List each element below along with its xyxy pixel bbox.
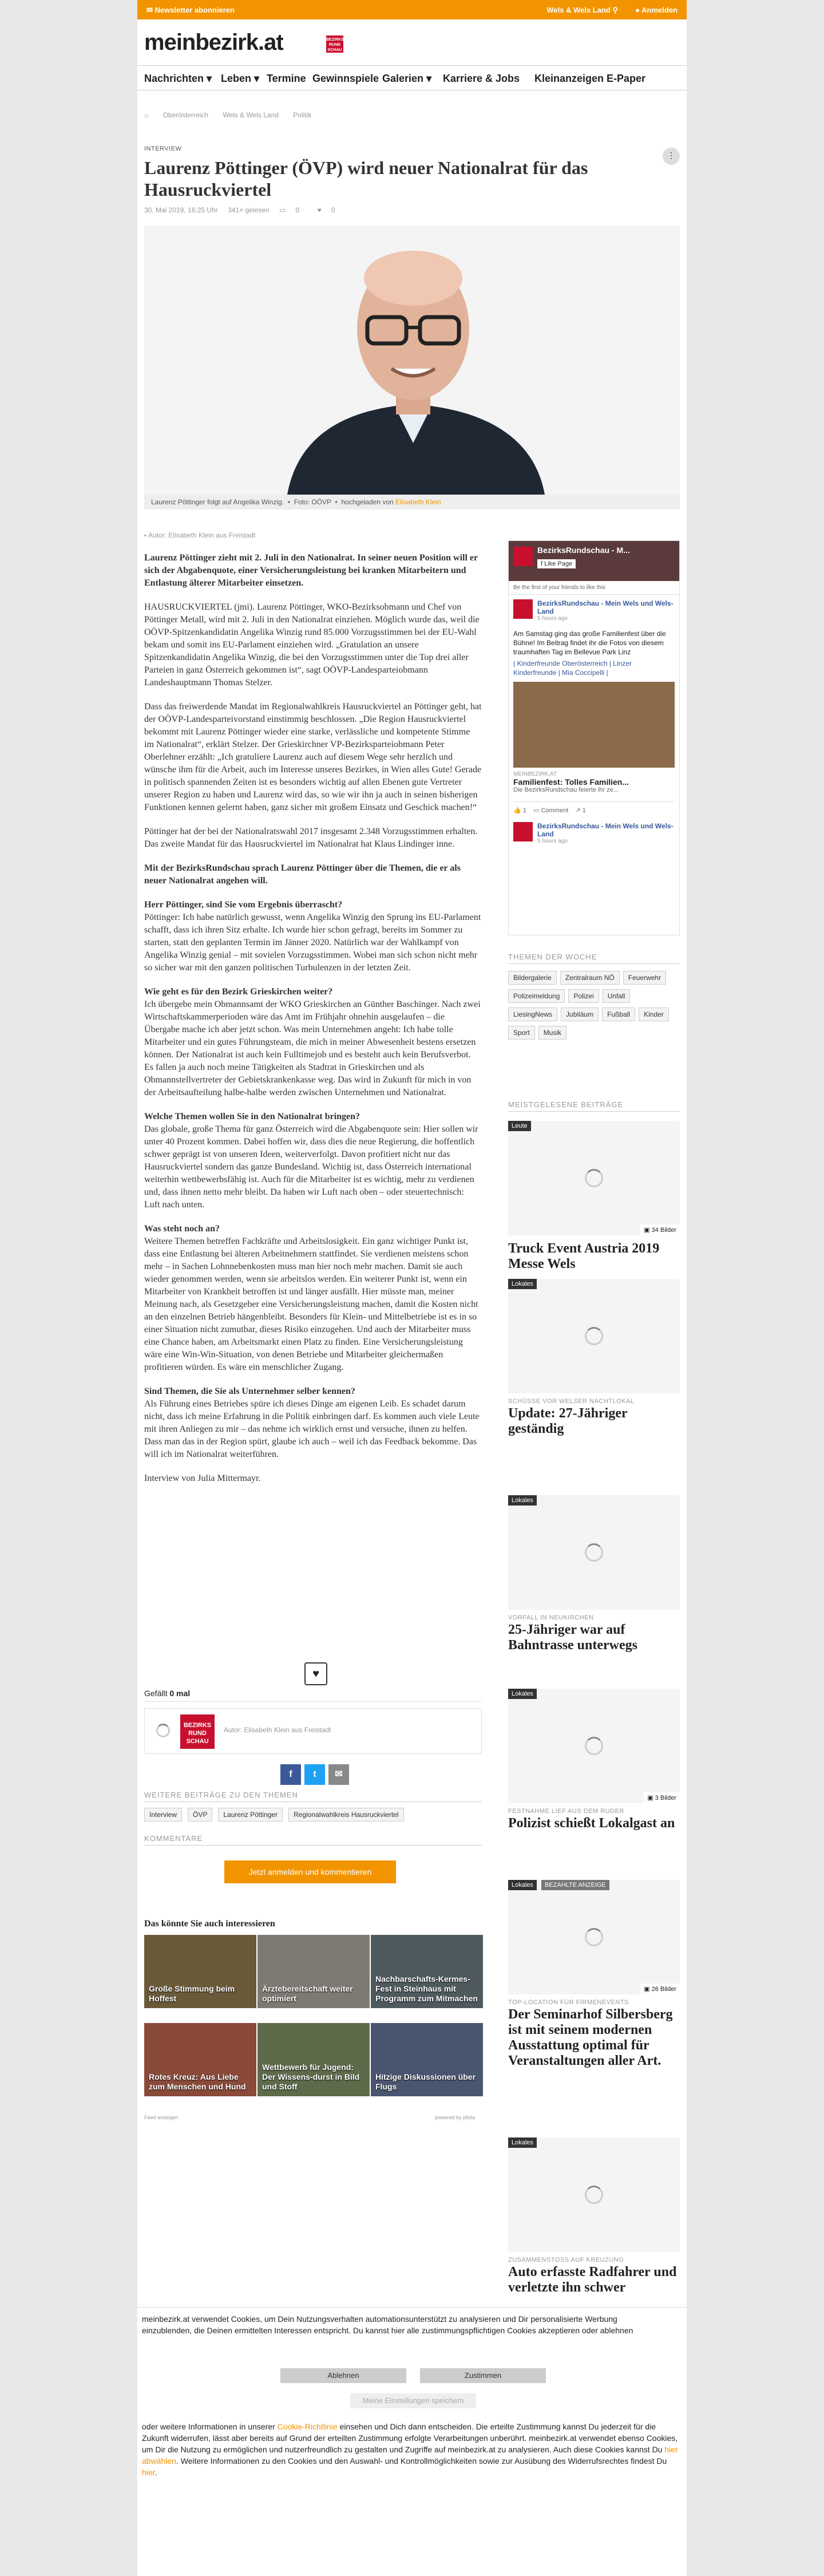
card-overline: ZUSAMMENSTOSS AUF KREUZUNG: [508, 2257, 624, 2263]
camera-icon: ▣: [644, 1986, 650, 1993]
topic-tag[interactable]: Kinder: [639, 1008, 669, 1021]
related-topics: [144, 1791, 482, 1826]
spinner-icon: [585, 2186, 603, 2204]
chevron-down-icon: ▾: [426, 73, 432, 84]
comment-count-value: 0: [295, 206, 300, 214]
fb-post2-author: [513, 822, 675, 847]
author-name[interactable]: Autor: Elisabeth Klein aus Freistadt: [224, 1726, 331, 1734]
nav-label: Termine: [267, 73, 306, 84]
paragraph: HAUSRUCKVIERTEL (jmi). Laurenz Pöttinger, WKO-Bezirksobmann und Chef von Pöttinger Metall, wird mit 2. Juli in den Nationalrat einziehen. Möglich wurde das, weil die OÖVP-Spitzenkandidatin Angelika Winzig rund 85.000 Vorzugsstimmen bei der EU-Wahl bekam und somit ins EU-Parlament einziehen wird. „Gratulation an unsere Spitzenkandidatin Angelika Winzig, die bei den Vorzugsstimmen unter die Top drei aller Parteien in ganz Österreich gekommen ist“, sagt OÖVP-Landesparteiobmann Landeshauptmann Thomas Stelzer.: [144, 602, 480, 688]
cookie-details-text: einsehen und Dich dann entscheiden. Die erteilte Zustimmung kannst Du jederzeit für die Zukunft widerrufen, lässt aber bereits auf Grund der erteilten Zustimmung erfolgte Verarbeitungen unberührt. meinbezirk.at verwendet ebenso Cookies, um Dir die Nutzung zu ermöglichen und nutzerfreundlich zu gestalten und Zugriffe auf meinbezirk.at zu analysieren. Auch diese Cookies kannst Du: [142, 2422, 678, 2454]
fb-post-links[interactable]: | Kinderfreunde Oberösterreich | Linzer Kinderfreunde | Mia Coccipelli |: [513, 659, 632, 677]
card-image: [508, 1880, 680, 1994]
paragraph: Mit der BezirksRundschau sprach Laurenz Pöttinger über die Themen, die er als neuer Nationalrat angehen will.: [144, 863, 461, 886]
themen-heading: THEMEN DER WOCHE: [508, 953, 680, 964]
card-overline: VORFALL IN NEUKIRCHEN: [508, 1614, 594, 1621]
question: Wie geht es für den Bezirk Grieskirchen weiter?: [144, 987, 333, 997]
card-image: [508, 1121, 680, 1235]
image-caption: Laurenz Pöttinger folgt auf Angelika Winzig. • Foto: OÖVP • hochgeladen von Elisabeth Klein: [144, 495, 680, 509]
decline-button[interactable]: Ablehnen: [280, 2368, 406, 2383]
topic-tag[interactable]: Regionalwahlkreis Hausruckviertel: [288, 1808, 403, 1822]
recommendation-title: Ärztebereitschaft weiter optimiert: [262, 1984, 353, 2003]
popular-article-card[interactable]: [508, 1689, 680, 1831]
fb-link-desc: Die BezirksRundschau feierte ihr ze...: [513, 787, 619, 793]
fb-post-name[interactable]: BezirksRundschau - Mein Wels und Wels-Land: [537, 822, 674, 838]
photo-count: [644, 1792, 680, 1803]
category-badge: Lokales: [508, 1279, 537, 1289]
fb-comment-action[interactable]: ▭ Comment: [533, 807, 569, 814]
login-comment-button[interactable]: Jetzt anmelden und kommentieren: [224, 1860, 396, 1883]
article-body: [144, 552, 482, 1496]
breadcrumb: [144, 111, 324, 119]
related-heading: WEITERE BEITRÄGE ZU DEN THEMEN: [144, 1791, 482, 1802]
popular-article-card[interactable]: [508, 1121, 680, 1272]
fb-post-time: 5 hours ago: [537, 838, 568, 844]
fb-avatar: [513, 599, 533, 619]
themen-widget: [508, 953, 680, 1044]
uploaded-label: hochgeladen von: [341, 498, 394, 506]
topic-tag[interactable]: Bildergalerie: [508, 971, 557, 985]
region-label: Wels & Wels Land: [546, 6, 611, 14]
home-icon[interactable]: ⌂: [144, 111, 149, 119]
popular-article-card[interactable]: [508, 2138, 680, 2296]
recommendation-tile[interactable]: [371, 2023, 483, 2096]
category-badge: Leute: [508, 1121, 531, 1131]
fb-share-count: 1: [582, 807, 586, 814]
location-pin-icon: ⚲: [612, 6, 618, 14]
nav-label: Nachrichten: [144, 73, 204, 84]
facebook-widget: [508, 540, 680, 935]
card-overline: TOP-LOCATION FÜR FIRMENEVENTS: [508, 1999, 629, 2006]
popular-article-card[interactable]: [508, 1880, 680, 2069]
card-overline: FESTNAHME LIEF AUS DEM RUDER: [508, 1808, 624, 1815]
likes-label: Gefällt: [144, 1689, 168, 1698]
card-title: Auto erfasste Radfahrer und verletzte ihn schwer: [508, 2265, 677, 2295]
spinner-icon: [585, 1543, 603, 1562]
newsletter-link[interactable]: ✉ Newsletter abonnieren: [146, 6, 235, 14]
topic-tag[interactable]: Zentralraum NÖ: [560, 971, 620, 985]
card-overline: SCHÜSSE VOR WELSER NACHTLOKAL: [508, 1398, 635, 1405]
portrait-image: [144, 226, 680, 495]
camera-icon: ▣: [647, 1795, 653, 1801]
nav-label: Leben: [221, 73, 252, 84]
uploader-link[interactable]: Elisabeth Klein: [395, 498, 441, 506]
answer: Pöttinger: Ich habe natürlich gewusst, wenn Angelika Winzig den Sprung ins EU-Parlament schafft, dass ich ihren Sitz erhalte. Ich wurde hier schon gefragt, bereits im Sommer zu starten, statt den geplanten Termin im Jänner 2020. Natürlich war der Wahlkampf von Angelika Winzig genial – mit sovielen Vorzugsstimmen. Wobei man sich schon nicht mehr so sicher war mit den ganzen politischen Turbulenzen in der letzten Zeit.: [144, 912, 481, 973]
sponsored-badge: BEZAHLTE ANZEIGE: [541, 1880, 609, 1890]
breadcrumb-item[interactable]: Wels & Wels Land: [223, 111, 279, 119]
chevron-down-icon: ▾: [207, 73, 212, 84]
author-logo[interactable]: BEZIRKS RUND SCHAU: [180, 1714, 215, 1749]
likes-summary: [144, 1689, 482, 1702]
feed-link[interactable]: Feed anzeigen: [144, 2115, 179, 2120]
fb-post: [509, 595, 679, 852]
recommendation-title: Wettbewerb für Jugend: Der Wissens-durst in Bild und Stoff: [262, 2063, 360, 2091]
paragraph: Dass das freiwerdende Mandat im Regionalwahlkreis Hausruckviertel an Pöttinger geht, hat der OÖVP-Landesparteivorstand einstimmig beschlossen. „Die Region Hausruckviertel bekommt mit Laurenz Pöttinger wieder eine starke, verlässliche und kompetente Stimme im Nationalrat“, erklärt Stelzer. Der Grieskirchner VP-Bezirksparteiobmann Peter Oberlehner erzählt: „Ich gratuliere Laurenz auch auf diesem Wege sehr herzlich und wünsche ihm für die Arbeit, auch im Interesse unseres Bezirkes, in Wien alles Gute! Gerade in politisch spannenden Zeiten ist es besonders wichtig auf allen Ebenen gute Vertreter unserer Region zu haben und Laurenz wird das, so wie wir ihn ja auch in seinen bisherigen Funktionen kennen gelernt haben, ganz sicher mit großem Einsatz und Geschick machen!“: [144, 702, 482, 812]
spinner-icon: [585, 1928, 603, 1946]
recommendation-tile[interactable]: [144, 2023, 256, 2096]
like-count-value: 0: [331, 206, 335, 214]
fb-link-domain: MEINBEZIRK.AT: [513, 771, 557, 777]
fb-like-page-button[interactable]: [537, 559, 576, 568]
fb-post-image[interactable]: [513, 682, 675, 768]
nav-label: Galerien: [382, 73, 424, 84]
popular-article-card[interactable]: [508, 1495, 680, 1653]
photo-count: [640, 1224, 680, 1235]
fb-actions: [513, 801, 675, 814]
like-heart-button[interactable]: [304, 1662, 327, 1685]
spinner-icon: [585, 1737, 603, 1755]
card-image: [508, 1689, 680, 1803]
fb-like-count: 1: [522, 807, 526, 814]
fb-like-label: Like Page: [544, 560, 573, 567]
recommendation-tile[interactable]: [258, 1935, 370, 2008]
hero-image[interactable]: [144, 226, 680, 495]
question: Sind Themen, die Sie als Unternehmer selber kennen?: [144, 1386, 355, 1396]
photo-count-value: 26 Bilder: [651, 1986, 676, 1993]
category-badge: Lokales: [508, 2138, 537, 2148]
accept-button[interactable]: Zustimmen: [420, 2368, 546, 2383]
author-line: [144, 531, 255, 539]
fb-link-title[interactable]: Familienfest: Tolles Familien...: [513, 777, 629, 787]
recommendation-tile[interactable]: [144, 1935, 256, 2008]
fb-page-name[interactable]: BezirksRundschau - M...: [537, 546, 630, 555]
breadcrumb-item[interactable]: Oberösterreich: [163, 111, 208, 119]
page-container: [137, 19, 687, 2576]
photo-credit: Foto: OÖVP: [294, 498, 331, 506]
nav-item-epaper[interactable]: [607, 73, 645, 85]
spinner-icon: [156, 1724, 170, 1737]
themen-tags: [508, 971, 680, 1044]
article-meta: [144, 206, 351, 214]
cookie-details: [142, 2421, 680, 2478]
answer: Das globale, große Thema für ganz Österreich wird die Abgabenquote sein: Hier sollen wir unter 40 Prozent kommen. Dabei hoffen wir, dass dies die neue Regierung, die hoffentlich schwer geprägt ist von unseren Ideen, weiterverfolgt. Davon profitiert nicht nur das Hausruckviertel sondern das ganze Bundesland. Wichtig ist, dass Österreich international weiterhin wettbewerbsfähig ist. Auch für die Mitarbeiter ist es wichtig, mehr zu verdienen und, dass ihnen netto mehr bleibt. Da haben wir Luft nach oben – oder steuertechnisch: Luft nach unten.: [144, 1124, 478, 1210]
email-share-button[interactable]: ✉: [328, 1764, 349, 1785]
card-title: Polizist schießt Lokalgast an: [508, 1816, 675, 1831]
answer: Weitere Themen betreffen Fachkräfte und Arbeitslosigkeit. Ein ganz wichtiger Punkt ist, dass eine Entlastung bei älteren Arbeitnehmern stattfindet. Sie verdienen meistens schon mehr – in Sachen Lohnnebenkosten muss man hier noch mehr machen. Damit sie auch wieder genommen werden, wenn sie arbeitslos werden. Ein weiterer Punkt ist, wenn ein Mitarbeiter von Krankheit betroffen ist und länger ausfällt. Hier müsste man, meiner Meinung nach, als Gesetzgeber eine Versicherungsleistung machen, damit die Kosten nicht an den einzelnen Betrieb hängenbleibt. Besonders für Klein- und Mittelbetriebe ist es in so einer Situation nicht zumutbar, dieses Risiko einzugehen. Und auch der Mitarbeiter muss eine Chance haben, am Arbeitsmarkt einen Platz zu finden. Eine Versicherungsleistung wäre eine Win-Win-Situation, von denen Betriebe und Mitarbeiter gleichermaßen profitieren würden. Es wäre ein menschlicher Zugang.: [144, 1236, 478, 1372]
fb-post-time: 5 hours ago: [537, 615, 568, 622]
save-settings-button[interactable]: Meine Einstellungen speichern: [350, 2393, 476, 2408]
plista-credit: powered by plista: [435, 2115, 476, 2120]
nav-label: E-Paper: [607, 73, 646, 84]
page-title: Laurenz Pöttinger (ÖVP) wird neuer Nationalrat für das Hausruckviertel: [144, 157, 588, 200]
fb-post-text: Am Samstag ging das große Familienfest über die Bühne! Im Beitrag findet ihr die Fotos von diesem traumhaften Tag im Bellevue Park Linz: [513, 630, 666, 656]
cookie-optout-link[interactable]: hier abwählen: [142, 2445, 678, 2466]
paragraph: Pöttinger hat der bei der Nationalratswahl 2017 insgesamt 2.348 Vorzugsstimmen erhalten. Das zweite Mandat für das Hausruckviertel im Nationalrat hat Klaus Lindinger inne.: [144, 827, 478, 849]
facebook-share-button[interactable]: f: [280, 1764, 301, 1785]
topic-tag[interactable]: Musik: [538, 1026, 566, 1040]
topic-tag[interactable]: Polizei: [568, 989, 599, 1003]
card-title: Der Seminarhof Silbersberg ist mit seinem modernen Ausstattung optimal für Veranstaltungen aller Art.: [508, 2007, 673, 2068]
like-count[interactable]: [318, 206, 343, 214]
photo-count-value: 34 Bilder: [651, 1227, 676, 1234]
recommendation-title: Große Stimmung beim Hoffest: [149, 1984, 235, 2003]
popular-article-card[interactable]: [508, 1279, 680, 1437]
meistgelesen-heading: MEISTGELESENE BEITRÄGE: [508, 1100, 680, 1112]
topic-tag[interactable]: Interview: [144, 1808, 182, 1822]
card-image: [508, 2138, 680, 2252]
fb-post-name[interactable]: BezirksRundschau - Mein Wels und Wels-Land: [537, 599, 674, 615]
topic-tag[interactable]: Polizeimeldung: [508, 989, 565, 1003]
topic-tag[interactable]: Feuerwehr: [623, 971, 666, 985]
fb-friends-text: Be the first of your friends to like this: [509, 581, 679, 595]
spinner-icon: [585, 1169, 603, 1187]
author-line-text: Autor: Elisabeth Klein aus Freistadt: [148, 531, 256, 539]
card-title: Update: 27-Jähriger geständig: [508, 1406, 628, 1436]
fb-header: [509, 541, 679, 581]
photo-count-value: 3 Bilder: [655, 1795, 676, 1801]
topic-tag[interactable]: Fußball: [602, 1008, 635, 1021]
category-badge: Lokales: [508, 1880, 537, 1890]
nav-item-galerien[interactable]: [382, 73, 431, 85]
category-badge: Lokales: [508, 1495, 537, 1506]
question: Herr Pöttinger, sind Sie vom Ergebnis überrascht?: [144, 900, 343, 910]
author-avatar: ▪: [144, 531, 147, 539]
answer: Ich übergebe mein Obmannsamt der WKO Grieskirchen an Günther Baschinger. Nach zwei Wirtschaftskammerperioden wäre das Amt im Frühjahr ohnehin ausgelaufen – die Übergabe mache ich aber jetzt schon. Was mein Unternehmen angeht: Ich habe tolle Mitarbeiter und ein gutes Führungsteam, die mich in meiner Abwesenheit bestens ersetzen können. Der Nationalrat ist auch kein Fulltimejob und es besteht auch kein Berufsverbot. Es fallen ja auch noch meine Tätigkeiten als Stadtrat in Grieskirchen und als Obmannstellvertreter der Gebietskrankenkasse weg. Das wird in Zukunft für mich in von der Arbeitsaufteilung halbe-halbe werden zwischen Unternehmen und Nationalrat.: [144, 999, 481, 1097]
cookie-details-text: oder weitere Informationen in unserer: [142, 2422, 278, 2431]
nav-label: Gewinnspiele: [312, 73, 379, 84]
newsletter-label: Newsletter abonnieren: [154, 6, 235, 14]
fb-icon: f: [541, 560, 543, 567]
nav-item-kleinanzeigen[interactable]: [534, 73, 604, 85]
category-badge: Lokales: [508, 1689, 537, 1699]
twitter-share-button[interactable]: t: [304, 1764, 325, 1785]
recommendation-title: Rotes Kreuz: Aus Liebe zum Menschen und Hund: [149, 2072, 246, 2091]
article-views: 341× gelesen: [228, 206, 270, 214]
topic-tag[interactable]: Sport: [508, 1026, 535, 1040]
more-options-icon[interactable]: ⋮: [663, 148, 680, 165]
card-image: [508, 1495, 680, 1610]
region-selector[interactable]: [546, 6, 618, 15]
heart-icon: ♥: [312, 1668, 319, 1680]
login-label: Anmelden: [641, 6, 678, 14]
topic-tag[interactable]: Unfall: [603, 989, 631, 1003]
cookie-text: meinbezirk.at verwendet Cookies, um Dein Nutzungsverhalten automationsunterstützt zu analysieren und Dir personalisierte Werbung einzublenden, die Deinen ermittelten Interessen entspricht. Du kannst hier alle zustimmungspflichtigen Cookies akzeptieren oder ablehnen: [142, 2314, 633, 2335]
breadcrumb-item[interactable]: Politik: [293, 111, 312, 119]
related-tags: [144, 1808, 482, 1826]
nav-item-nachrichten[interactable]: [144, 73, 212, 85]
photo-count: [640, 1984, 680, 1994]
question: Welche Themen wollen Sie in den Nationalrat bringen?: [144, 1112, 360, 1121]
cookie-banner: [137, 2307, 687, 2576]
user-icon: ●: [635, 6, 640, 14]
fb-post-author: [513, 599, 675, 625]
comment-count[interactable]: [279, 206, 307, 214]
recommendation-title: Hitzige Diskussionen über Flugs: [375, 2072, 476, 2091]
topic-tag[interactable]: LiesingNews: [508, 1008, 557, 1021]
spinner-icon: [585, 1327, 603, 1345]
comments-section: [144, 1834, 482, 1846]
nav-item-karriere[interactable]: [443, 73, 520, 85]
cookie-info-link[interactable]: hier: [142, 2468, 155, 2477]
comments-heading: KOMMENTARE: [144, 1834, 482, 1846]
interest-heading: Das könnte Sie auch interessieren: [144, 1919, 275, 1929]
site-logo[interactable]: meinbezirk.at: [144, 30, 283, 55]
chevron-down-icon: ▾: [254, 73, 260, 84]
answer: Als Führung eines Betriebes spüre ich dieses Dinge am eigenen Leib. Es schadet darum nicht, dass ich meine Erfahrung in die Politik einbringen darf. Es kommen auch viele Leute mit ihren Anliegen zu mir – das nehme ich wirklich ernst und versuche, ihnen zu helfen. Dass man das in der Region spürt, glaube ich auch – weil ich das Feedback bekomme. Das will ich im Nationalrat weiterführen.: [144, 1399, 480, 1459]
nav-label: Kleinanzeigen: [534, 73, 604, 84]
cookie-details-end: .: [154, 2468, 157, 2477]
article-lead: Laurenz Pöttinger zieht mit 2. Juli in den Nationalrat. In seiner neuen Position will er sich der Abgabenquote, einer Versicherungsleistung bei kranken Mitarbeitern und Entlastung älterer Mitarbeiter einsetzen.: [144, 553, 478, 588]
author-box: [144, 1708, 482, 1754]
fb-page-logo: [513, 547, 533, 566]
nav-item-leben[interactable]: [221, 73, 259, 85]
nav-item-gewinnspiele[interactable]: [312, 73, 379, 85]
interview-credit: Interview von Julia Mittermayr.: [144, 1473, 261, 1483]
fb-like-action[interactable]: 👍 1: [513, 807, 526, 814]
nav-label: Karriere & Jobs: [443, 73, 520, 84]
recommendation-tile[interactable]: [371, 1935, 483, 2008]
nav-item-termine[interactable]: [267, 73, 306, 85]
card-image: [508, 1279, 680, 1393]
card-title: Truck Event Austria 2019 Messe Wels: [508, 1241, 660, 1271]
fb-comment-label: Comment: [541, 807, 569, 814]
topic-tag[interactable]: Laurenz Pöttinger: [218, 1808, 283, 1822]
main-nav: [137, 65, 687, 90]
topic-tag[interactable]: ÖVP: [188, 1808, 212, 1822]
card-title: 25-Jähriger war auf Bahntrasse unterwegs: [508, 1622, 637, 1653]
article-date: 30. Mai 2019, 16:25 Uhr: [144, 206, 218, 214]
recommendation-title: Nachbarschafts-Kermes-Fest in Steinhaus mit Programm zum Mitmachen: [375, 1974, 478, 2003]
cookie-policy-link[interactable]: Cookie-Richtlinie: [277, 2422, 338, 2431]
comment-icon: ▭: [279, 206, 286, 214]
cookie-details-text: . Weitere Informationen zu den Cookies und den Auswahl- und Kontrollmöglichkeiten sowie zur Ausübung des Widerrufsrechtes findest Du: [176, 2456, 667, 2466]
login-link[interactable]: [635, 6, 678, 14]
heart-icon: ♥: [317, 206, 322, 214]
fb-share-action[interactable]: ↗ 1: [575, 807, 586, 814]
caption-text: Laurenz Pöttinger folgt auf Angelika Winzig.: [151, 498, 284, 506]
article-kicker: INTERVIEW: [144, 145, 182, 152]
topic-tag[interactable]: Jubiläum: [561, 1008, 599, 1021]
brand-badge: BEZIRKS RUND SCHAU: [326, 35, 343, 53]
top-bar: [137, 0, 687, 19]
likes-value: 0 mal: [169, 1689, 191, 1698]
recommendation-tile[interactable]: [258, 2023, 370, 2096]
fb-avatar: [513, 822, 533, 841]
question: Was steht noch an?: [144, 1224, 220, 1234]
camera-icon: ▣: [644, 1227, 650, 1234]
